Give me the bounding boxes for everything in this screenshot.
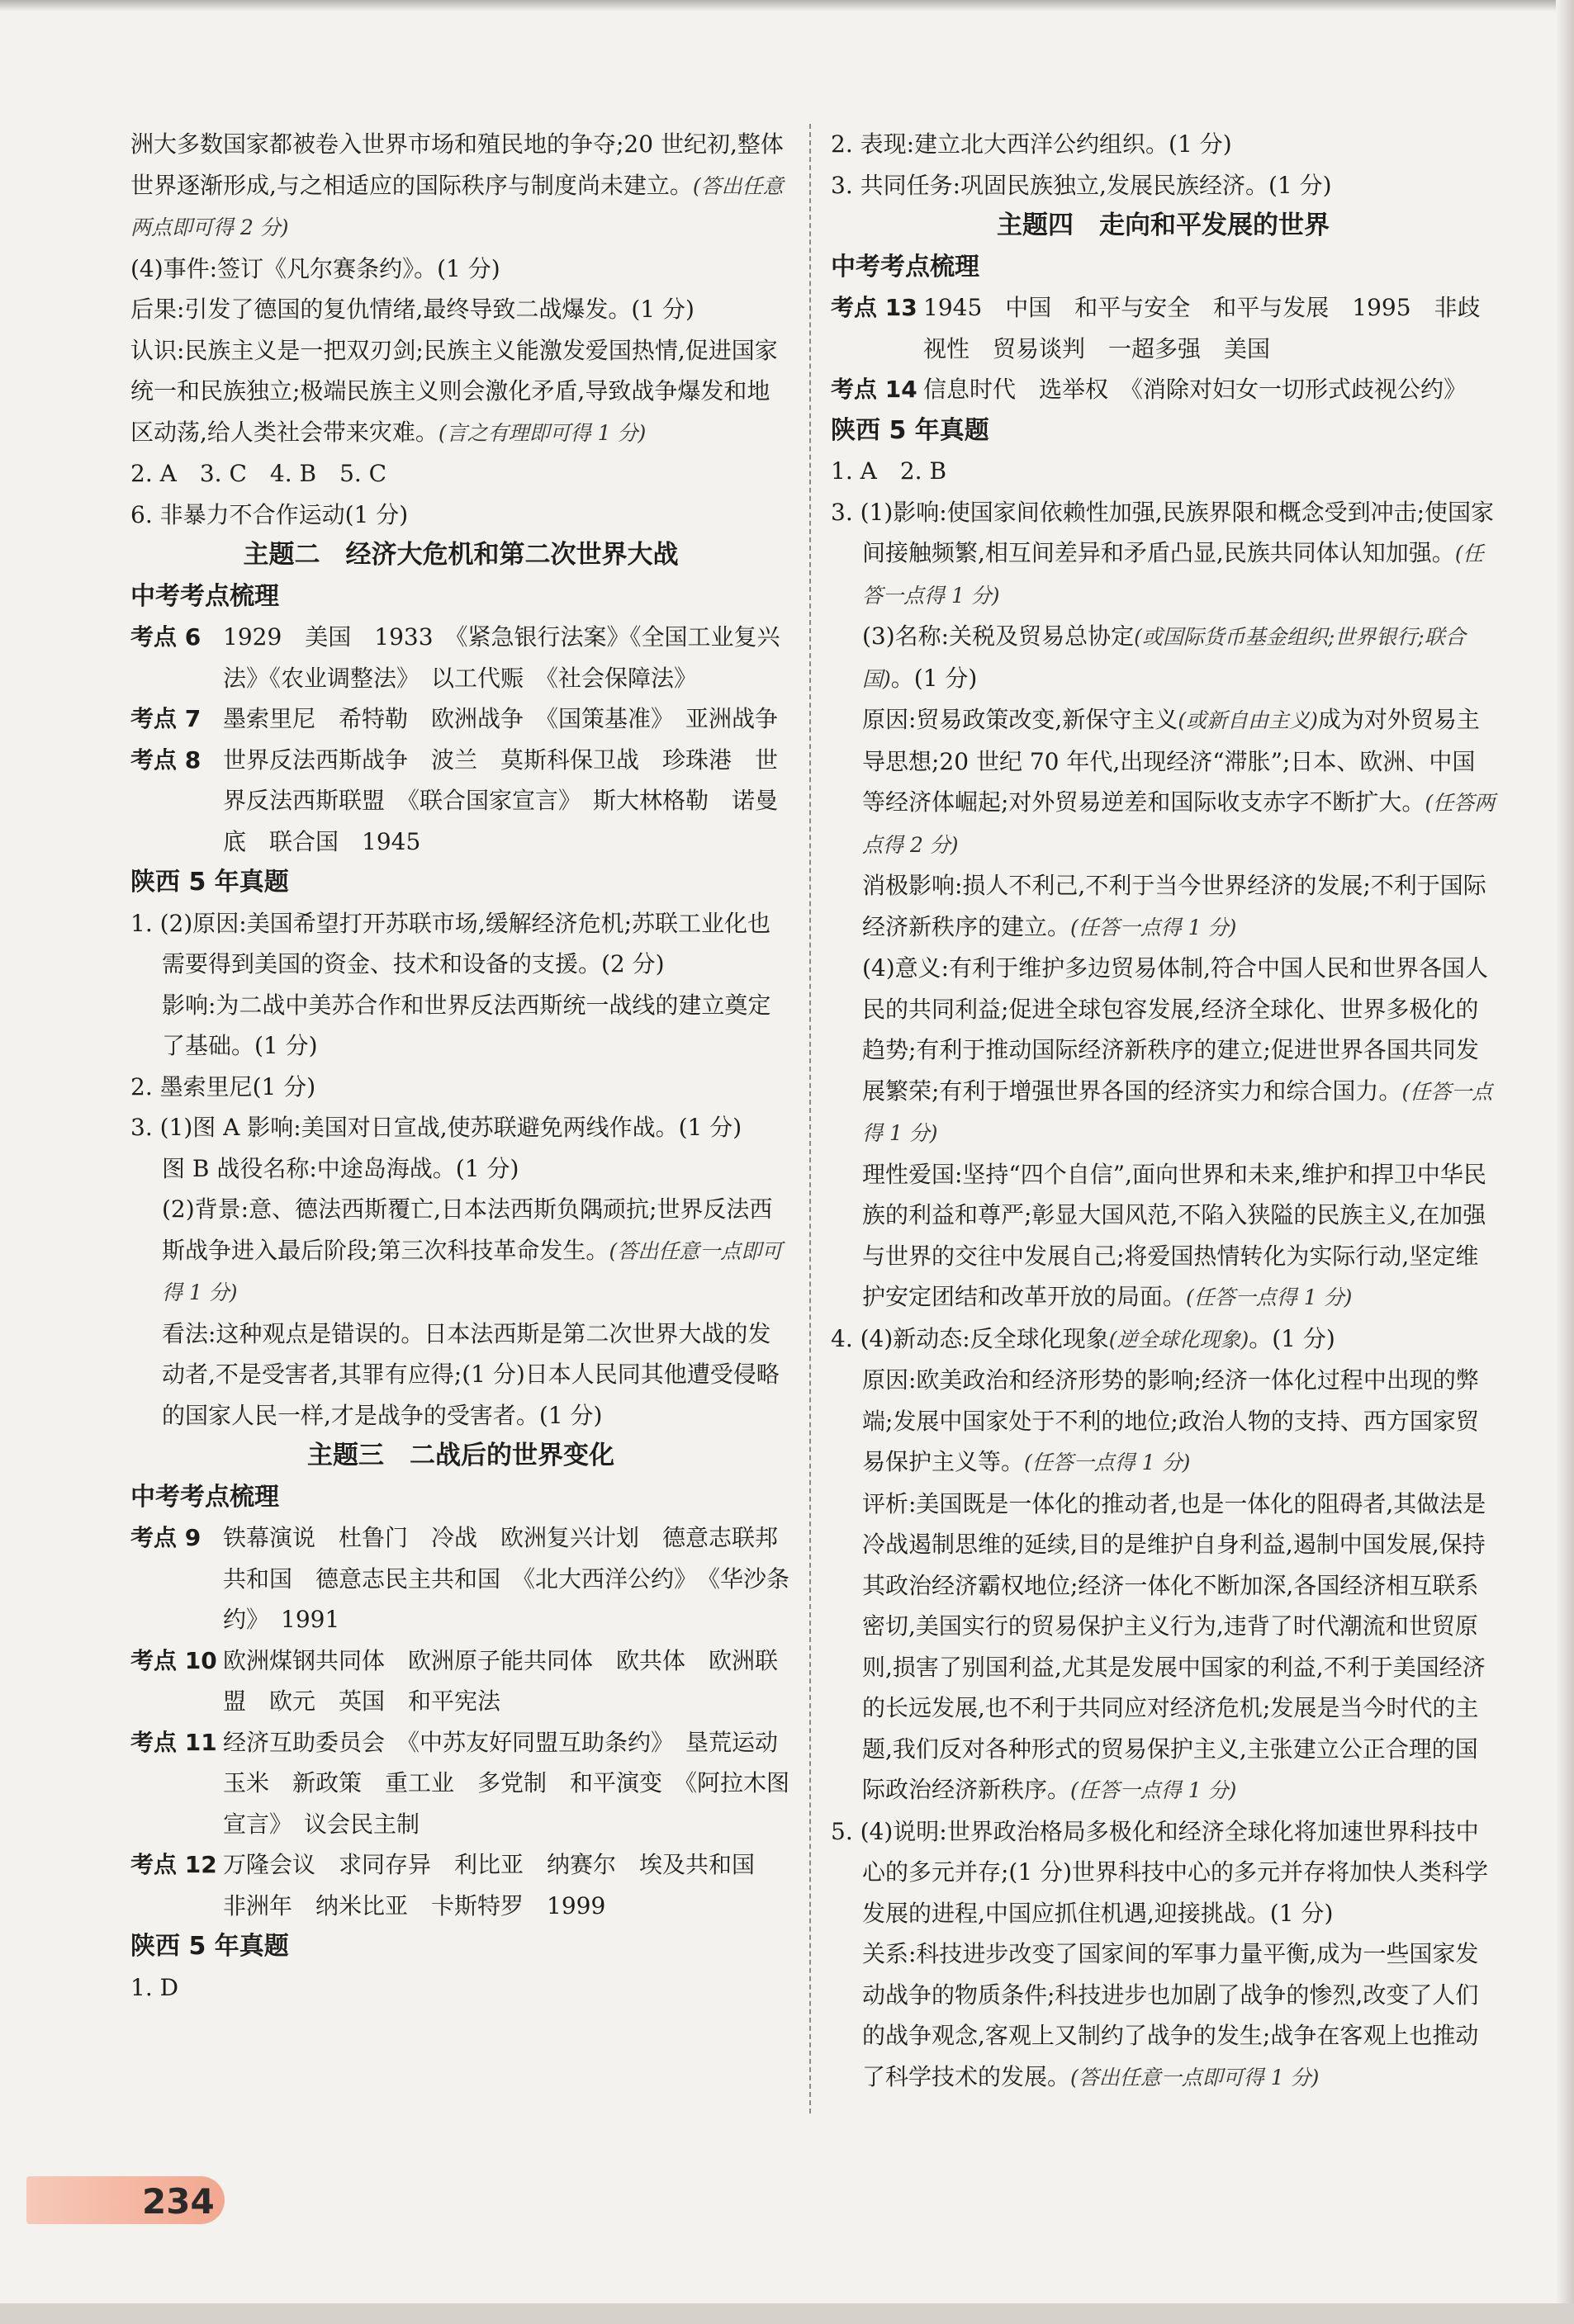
page-bottom-band bbox=[0, 2303, 1574, 2324]
answer-4: 4. (4)新动态:反全球化现象(逆全球化现象)。(1 分) bbox=[831, 1324, 1335, 1352]
page-right-edge bbox=[1556, 0, 1574, 2324]
topic-heading-4: 主题四 走向和平发展的世界 bbox=[997, 211, 1330, 240]
answer-1-impact: 影响:为二战中美苏合作和世界反法西斯统一战线的建立奠定了基础。(1 分) bbox=[162, 991, 771, 1059]
answer-line: 3. 共同任务:巩固民族独立,发展民族经济。(1 分) bbox=[831, 171, 1332, 199]
answer-3-d: 看法:这种观点是错误的。日本法西斯是第二次世界大战的发动者,不是受害者,其罪有应得;(1 分)日本人民同其他遭受侵略的国家人民一样,才是战争的受害者。(1 分) bbox=[162, 1319, 780, 1429]
answer-line: 2. 表现:建立北大西洋公约组织。(1 分) bbox=[831, 130, 1232, 158]
section-heading: 陕西 5 年真题 bbox=[130, 1932, 289, 1961]
section-heading: 中考考点梳理 bbox=[130, 581, 279, 611]
answer-5-relation: 关系:科技进步改变了国家间的军事力量平衡,成为一些国家发动战争的物质条件;科技进步也加剧了战争的惨烈,改变了人们的战争观念,客观上又制约了战争的发生;战争在客观上也推动了科学技术的发展。(答出任意一点即可得 1 分) bbox=[862, 1940, 1479, 2090]
key-point-6: 考点 6 1929 美国 1933 《紧急银行法案》《全国工业复兴法》《农业调整法》 以工代赈 《社会保障法》 bbox=[130, 623, 780, 692]
answer-line: 6. 非暴力不合作运动(1 分) bbox=[130, 500, 409, 528]
answer-1: 1. (2)原因:美国希望打开苏联市场,缓解经济危机;苏联工业化也需要得到美国的资金、技术和设备的支援。(2 分) bbox=[130, 909, 771, 977]
answer-4-reason: 原因:欧美政治和经济形势的影响;经济一体化过程中出现的弊端;发展中国家处于不利的地位;政治人物的支持、西方国家贸易保护主义等。(任答一点得 1 分) bbox=[862, 1366, 1479, 1475]
answer-3-reason: 原因:贸易政策改变,新保守主义(或新自由主义)成为对外贸易主导思想;20 世纪 70 年代,出现经济“滞胀”;日本、欧洲、中国等经济体崛起;对外贸易逆差和国际收支赤字不断扩大。(任答两点得 2 分) bbox=[862, 706, 1496, 857]
paragraph: 后果:引发了德国的复仇情绪,最终导致二战爆发。(1 分) bbox=[130, 296, 695, 323]
answer-2: 2. 墨索里尼(1 分) bbox=[130, 1072, 316, 1100]
answer-3-b: 图 B 战役名称:中途岛海战。(1 分) bbox=[162, 1154, 519, 1182]
section-heading: 陕西 5 年真题 bbox=[831, 415, 989, 445]
key-point-14: 考点 14 信息时代 选举权 《消除对妇女一切形式歧视公约》 bbox=[831, 376, 1467, 403]
column-divider bbox=[809, 124, 811, 2113]
answer-3-name: (3)名称:关税及贸易总协定(或国际货币基金组织;世界银行;联合国)。(1 分) bbox=[862, 622, 1466, 692]
key-point-7: 考点 7 墨索里尼 希特勒 欧洲战争 《国策基准》 亚洲战争 bbox=[130, 705, 779, 732]
topic-heading-3: 主题三 二战后的世界变化 bbox=[307, 1441, 614, 1470]
right-column bbox=[831, 124, 1496, 2098]
answer-3: 3. (1)影响:使国家间依赖性加强,民族界限和概念受到冲击;使国家间接触频繁,相互间差异和矛盾凸显,民族共同体认知加强。(任答一点得 1 分) bbox=[831, 498, 1495, 608]
answer-line: 2. A 3. C 4. B 5. C bbox=[130, 460, 387, 487]
paragraph: (4)事件:签订《凡尔赛条约》。(1 分) bbox=[130, 254, 500, 282]
key-point-12: 考点 12 万隆会议 求同存异 利比亚 纳赛尔 埃及共和国 非洲年 纳米比亚 卡斯特罗 1999 bbox=[130, 1851, 779, 1919]
answer-3-negative: 消极影响:损人不利己,不利于当今世界经济的发展;不利于国际经济新秩序的建立。(任答一点得 1 分) bbox=[862, 872, 1486, 940]
answer-5: 5. (4)说明:世界政治格局多极化和经济全球化将加速世界科技中心的多元并存;(1 分)世界科技中心的多元并存将加快人类科学发展的进程,中国应抓住机遇,迎接挑战。(1 分) bbox=[831, 1817, 1488, 1927]
key-point-11: 考点 11 经济互助委员会 《中苏友好同盟互助条约》 垦荒运动 玉米 新政策 重工业 多党制 和平演变 《阿拉木图宣言》 议会民主制 bbox=[130, 1728, 802, 1838]
key-point-9: 考点 9 铁幕演说 杜鲁门 冷战 欧洲复兴计划 德意志联邦共和国 德意志民主共和国 《北大西洋公约》 《华沙条约》 1991 bbox=[130, 1524, 790, 1633]
answer-3-significance: (4)意义:有利于维护多边贸易体制,符合中国人民和世界各国人民的共同利益;促进全球包容发展,经济全球化、世界多极化的趋势;有利于推动国际经济新秩序的建立;促进世界各国共同发展繁荣;有利于增强世界各国的经济实力和综合国力。(任答一点得 1 分) bbox=[862, 954, 1493, 1145]
answer-3: 3. (1)图 A 影响:美国对日宣战,使苏联避免两线作战。(1 分) bbox=[130, 1114, 742, 1141]
topic-heading-2: 主题二 经济大危机和第二次世界大战 bbox=[243, 540, 679, 570]
page-top-shadow bbox=[0, 0, 1574, 12]
key-point-8: 考点 8 世界反法西斯战争 波兰 莫斯科保卫战 珍珠港 世界反法西斯联盟 《联合国家宣言》 斯大林格勒 诺曼底 联合国 1945 bbox=[130, 745, 779, 855]
left-column bbox=[130, 124, 802, 2008]
page-number: 234 bbox=[142, 2181, 215, 2222]
paragraph: 认识:民族主义是一把双刃剑;民族主义能激发爱国热情,促进国家统一和民族独立;极端民族主义则会激化矛盾,导致战争爆发和地区动荡,给人类社会带来灾难。(言之有理即可得 1 分) bbox=[130, 336, 778, 446]
section-heading: 陕西 5 年真题 bbox=[130, 868, 289, 897]
answer-line: 1. D bbox=[130, 1973, 179, 2001]
key-point-13: 考点 13 1945 中国 和平与安全 和平与发展 1995 非歧视性 贸易谈判 一超多强 美国 bbox=[831, 294, 1481, 362]
answer-3-patriotism: 理性爱国:坚持“四个自信”,面向世界和未来,维护和捍卫中华民族的利益和尊严;彰显大国风范,不陷入狭隘的民族主义,在加强与世界的交往中发展自己;将爱国热情转化为实际行动,坚定维护安定团结和改革开放的局面。(任答一点得 1 分) bbox=[862, 1160, 1486, 1310]
section-heading: 中考考点梳理 bbox=[130, 1482, 279, 1512]
paragraph: 洲大多数国家都被卷入世界市场和殖民地的争夺;20 世纪初,整体世界逐渐形成,与之相适应的国际秩序与制度尚未建立。(答出任意两点即可得 2 分) bbox=[130, 130, 784, 239]
answer-4-analysis: 评析:美国既是一体化的推动者,也是一体化的阻碍者,其做法是冷战遏制思维的延续,目的是维护自身利益,遏制中国发展,保持其政治经济霸权地位;经济一体化不断加深,各国经济相互联系密切,美国实行的贸易保护主义行为,违背了时代潮流和世贸原则,损害了别国利益,尤其是发展中国家的利益,不利于美国经济的长远发展,也不利于共同应对经济危机;发展是当今时代的主题,我们反对各种形式的贸易保护主义,主张建立公正合理的国际政治经济新秩序。(任答一点得 1 分) bbox=[862, 1489, 1486, 1803]
section-heading: 中考考点梳理 bbox=[831, 252, 979, 282]
key-point-10: 考点 10 欧洲煤钢共同体 欧洲原子能共同体 欧共体 欧洲联盟 欧元 英国 和平宪法 bbox=[130, 1646, 779, 1715]
answer-3-c: (2)背景:意、德法西斯覆亡,日本法西斯负隅顽抗;世界反法西斯战争进入最后阶段;第三次科技革命发生。(答出任意一点即可得 1 分) bbox=[162, 1195, 783, 1304]
answer-line: 1. A 2. B bbox=[831, 457, 947, 485]
